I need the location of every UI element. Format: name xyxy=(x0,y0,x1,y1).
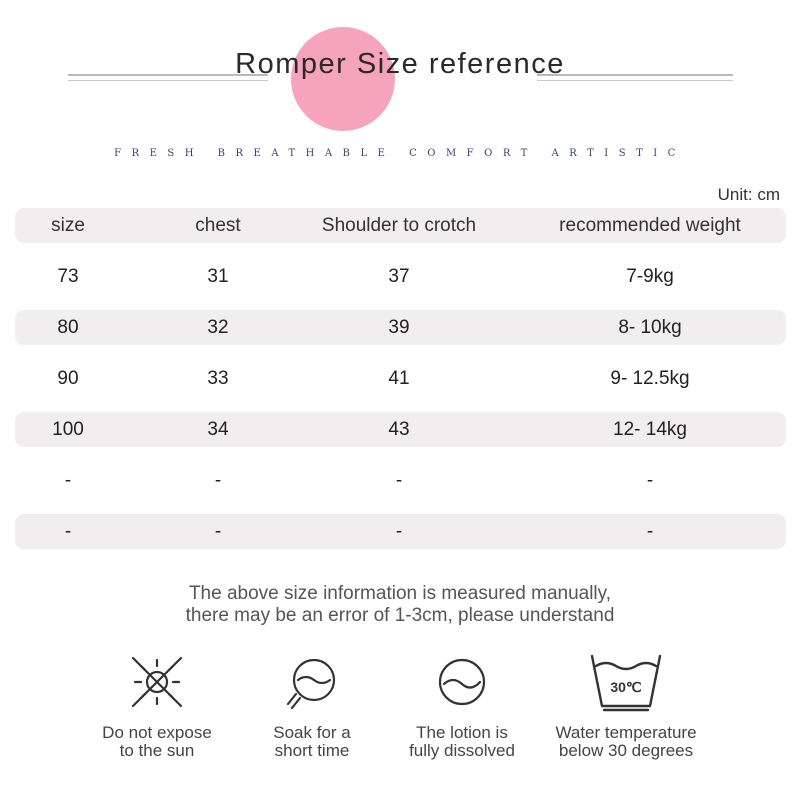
cell-size: 80 xyxy=(57,317,79,338)
cell-chest: - xyxy=(214,470,222,491)
soak-icon xyxy=(280,650,344,714)
cell-shoulder-to-crotch: - xyxy=(395,470,403,491)
care-item-no-sun xyxy=(67,650,247,760)
care-label-line-2: short time xyxy=(274,741,350,760)
cell-chest: - xyxy=(214,521,222,542)
column-header-chest: chest xyxy=(195,215,241,236)
cell-size: 100 xyxy=(52,419,84,440)
care-label xyxy=(372,724,552,760)
care-label-line-1: Soak for a xyxy=(273,723,351,742)
cell-size: 90 xyxy=(57,368,79,389)
note-line-2: there may be an error of 1-3cm, please understand xyxy=(185,605,615,626)
table-row xyxy=(15,259,786,294)
care-label-line-2: fully dissolved xyxy=(409,741,515,760)
cell-recommended-weight: 7-9kg xyxy=(626,266,674,287)
header xyxy=(0,0,800,140)
care-label-line-2: to the sun xyxy=(119,741,195,760)
cell-size: 73 xyxy=(57,266,79,287)
cell-chest: 31 xyxy=(207,266,229,287)
table-row xyxy=(15,463,786,498)
cell-shoulder-to-crotch: - xyxy=(395,521,403,542)
no-sun-icon xyxy=(125,650,189,714)
table-row xyxy=(15,514,786,549)
care-item-wash-30 xyxy=(536,650,716,760)
cell-recommended-weight: 8- 10kg xyxy=(618,317,682,338)
measurement-note xyxy=(0,583,800,627)
wash-temperature-text: 30℃ xyxy=(610,679,642,695)
care-label-line-1: The lotion is xyxy=(416,723,508,742)
care-label-line-1: Water temperature xyxy=(555,723,697,742)
cell-size: - xyxy=(64,521,72,542)
table-header-row xyxy=(15,208,786,243)
size-table xyxy=(15,208,786,565)
table-row xyxy=(15,361,786,396)
cell-shoulder-to-crotch: 37 xyxy=(388,266,410,287)
column-header-size: size xyxy=(51,215,85,236)
note-line-1: The above size information is measured manually, xyxy=(188,583,612,604)
care-label xyxy=(67,724,247,760)
page-title: Romper Size reference xyxy=(235,48,565,80)
lotion-dissolved-icon xyxy=(430,650,494,714)
cell-chest: 32 xyxy=(207,317,229,338)
wash-30-icon xyxy=(586,650,666,714)
care-label xyxy=(536,724,716,760)
column-header-shoulder-to-crotch: Shoulder to crotch xyxy=(321,215,477,236)
tagline: FRESH BREATHABLE COMFORT ARTISTIC xyxy=(114,148,686,159)
table-row xyxy=(15,310,786,345)
cell-recommended-weight: 12- 14kg xyxy=(613,419,687,440)
cell-recommended-weight: 9- 12.5kg xyxy=(610,368,690,389)
cell-recommended-weight: - xyxy=(646,470,654,491)
table-row xyxy=(15,412,786,447)
cell-chest: 34 xyxy=(207,419,229,440)
column-header-recommended-weight: recommended weight xyxy=(559,215,741,236)
cell-shoulder-to-crotch: 41 xyxy=(388,368,410,389)
cell-recommended-weight: - xyxy=(646,521,654,542)
cell-shoulder-to-crotch: 43 xyxy=(388,419,410,440)
care-label-line-1: Do not expose xyxy=(102,723,212,742)
cell-size: - xyxy=(64,470,72,491)
care-item-lotion-dissolved xyxy=(372,650,552,760)
cell-chest: 33 xyxy=(207,368,229,389)
care-label-line-2: below 30 degrees xyxy=(558,741,694,760)
cell-shoulder-to-crotch: 39 xyxy=(388,317,410,338)
unit-label: Unit: cm xyxy=(717,185,780,204)
